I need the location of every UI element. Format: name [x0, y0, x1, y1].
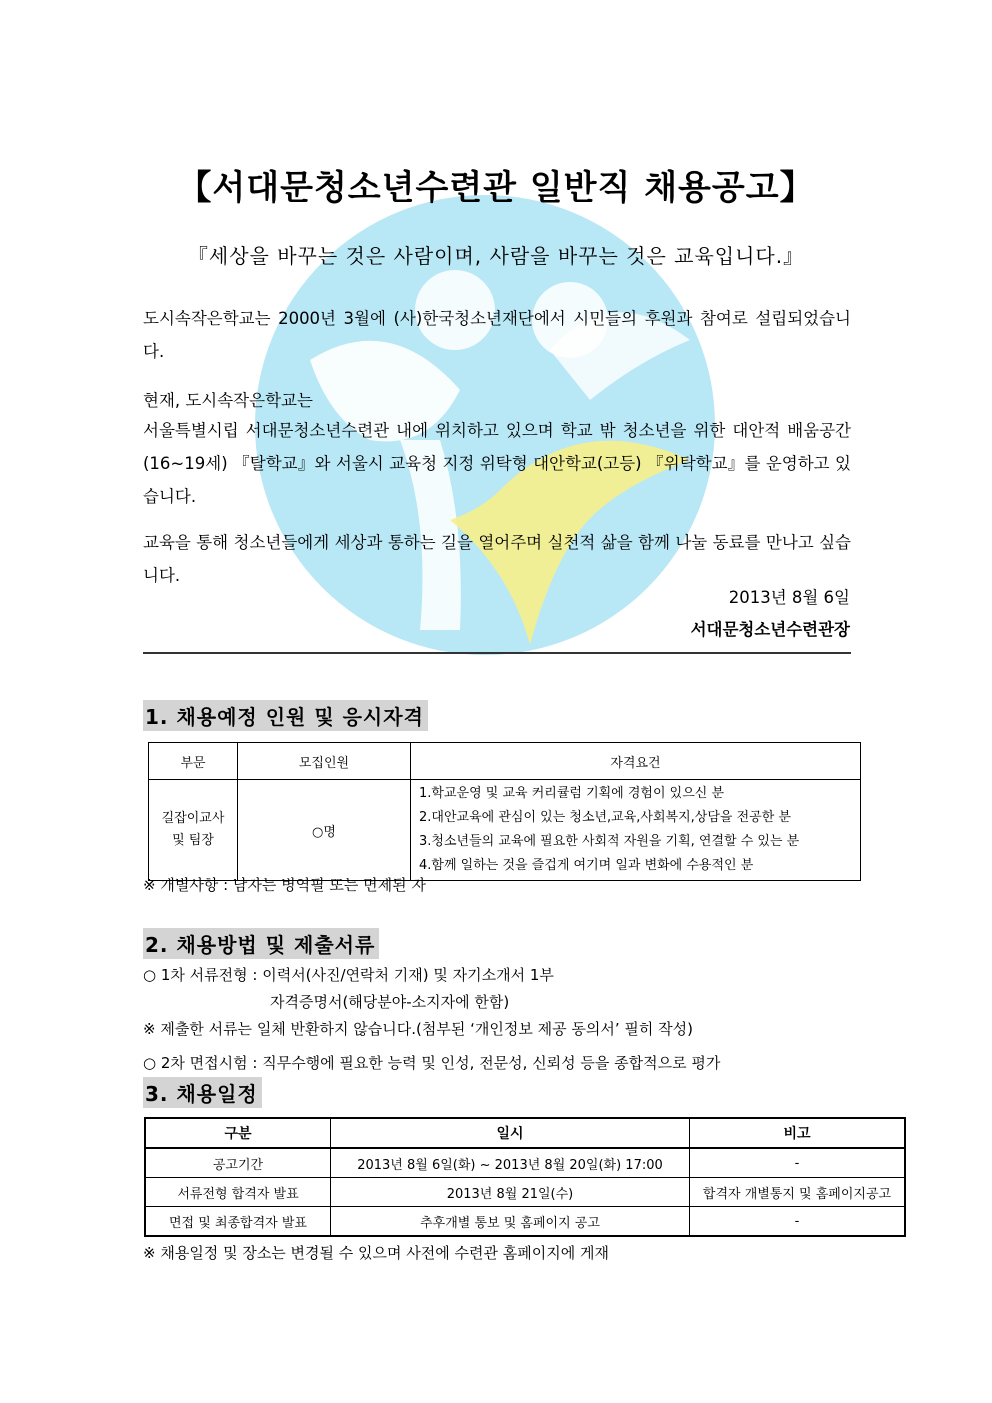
- remark-cell: -: [690, 1207, 906, 1237]
- table-header: 비고: [690, 1118, 906, 1148]
- intro-paragraph-2: 서울특별시립 서대문청소년수련관 내에 위치하고 있으며 학교 밖 청소년을 위한 대안적 배움공간(16~19세) 『탈학교』와 서울시 교육청 지정 위탁형 대안학교(고등) 『위탁학교』를 운영하고 있습니다.: [143, 421, 851, 506]
- intro-paragraph-1: 도시속작은학교는 2000년 3월에 (사)한국청소년재단에서 시민들의 후원과 참여로 설립되었습니다.: [143, 309, 851, 361]
- notice-date: 2013년 8월 6일: [728, 588, 850, 607]
- department-line: 및 팀장: [172, 833, 214, 848]
- table-header: 모집인원: [238, 743, 411, 780]
- table-header: 구분: [145, 1118, 331, 1148]
- count-cell: ○명: [238, 780, 411, 881]
- method-line-2: 자격증명서(해당분야-소지자에 한함): [270, 993, 510, 1011]
- intro-paragraph-2-lead: 현재, 도시속작은학교는: [143, 391, 313, 410]
- section-2-note: ※ 제출한 서류는 일체 반환하지 않습니다.(첨부된 ‘개인정보 제공 동의서’ 필히 작성): [143, 1020, 693, 1038]
- intro-paragraph-3: 교육을 통해 청소년들에게 세상과 통하는 길을 열어주며 실천적 삶을 함께 나눌 동료를 만나고 싶습니다.: [143, 533, 851, 585]
- requirement-item: 4.함께 일하는 것을 즐겁게 여기며 일과 변화에 수용적인 분: [419, 858, 754, 873]
- section-1-note: ※ 개별사항 : 남자는 병역필 또는 면제된 자: [143, 876, 426, 894]
- requirement-item: 3.청소년들의 교육에 필요한 사회적 자원을 기획, 연결할 수 있는 분: [419, 834, 800, 849]
- table-row: [145, 1148, 905, 1178]
- requirement-item: 1.학교운영 및 교육 커리큘럼 기획에 경험이 있으신 분: [419, 786, 725, 801]
- stage-cell: 면접 및 최종합격자 발표: [145, 1207, 331, 1237]
- table-row: [145, 1178, 905, 1207]
- table-row: [145, 1207, 905, 1237]
- signature: 서대문청소년수련관장: [690, 620, 850, 639]
- method-line-1: ○ 1차 서류전형 : 이력서(사진/연락처 기재) 및 자기소개서 1부: [143, 966, 554, 984]
- requirements-cell: [411, 780, 861, 881]
- section-1-heading: 1. 채용예정 인원 및 응시자격: [143, 700, 428, 731]
- section-2-heading: 2. 채용방법 및 제출서류: [143, 928, 379, 959]
- table-header: 일시: [331, 1118, 690, 1148]
- stage-cell: 공고기간: [145, 1148, 331, 1178]
- section-3-note: ※ 채용일정 및 장소는 변경될 수 있으며 사전에 수련관 홈페이지에 게재: [143, 1244, 609, 1262]
- method-line-3: ○ 2차 면접시험 : 직무수행에 필요한 능력 및 인성, 전문성, 신뢰성 등을 종합적으로 평가: [143, 1054, 721, 1072]
- slogan: 『세상을 바꾸는 것은 사람이며, 사람을 바꾸는 것은 교육입니다.』: [187, 244, 805, 268]
- table-header: 자격요건: [411, 743, 861, 780]
- department-cell: [149, 780, 238, 881]
- when-cell: 추후개별 통보 및 홈페이지 공고: [331, 1207, 690, 1237]
- when-cell: 2013년 8월 21일(수): [331, 1178, 690, 1207]
- remark-cell: -: [690, 1148, 906, 1178]
- remark-cell: 합격자 개별통지 및 홈페이지공고: [690, 1178, 906, 1207]
- schedule-table: [144, 1117, 906, 1237]
- section-3-heading: 3. 채용일정: [143, 1077, 262, 1108]
- table-header: 부문: [149, 743, 238, 780]
- page-title: 【서대문청소년수련관 일반직 채용공고】: [177, 168, 815, 208]
- when-cell: 2013년 8월 6일(화) ~ 2013년 8월 20일(화) 17:00: [331, 1148, 690, 1178]
- divider: [143, 652, 851, 654]
- department-line: 길잡이교사: [161, 811, 225, 826]
- qualification-table: [148, 742, 861, 881]
- requirement-item: 2.대안교육에 관심이 있는 청소년,교육,사회복지,상담을 전공한 분: [419, 810, 791, 825]
- stage-cell: 서류전형 합격자 발표: [145, 1178, 331, 1207]
